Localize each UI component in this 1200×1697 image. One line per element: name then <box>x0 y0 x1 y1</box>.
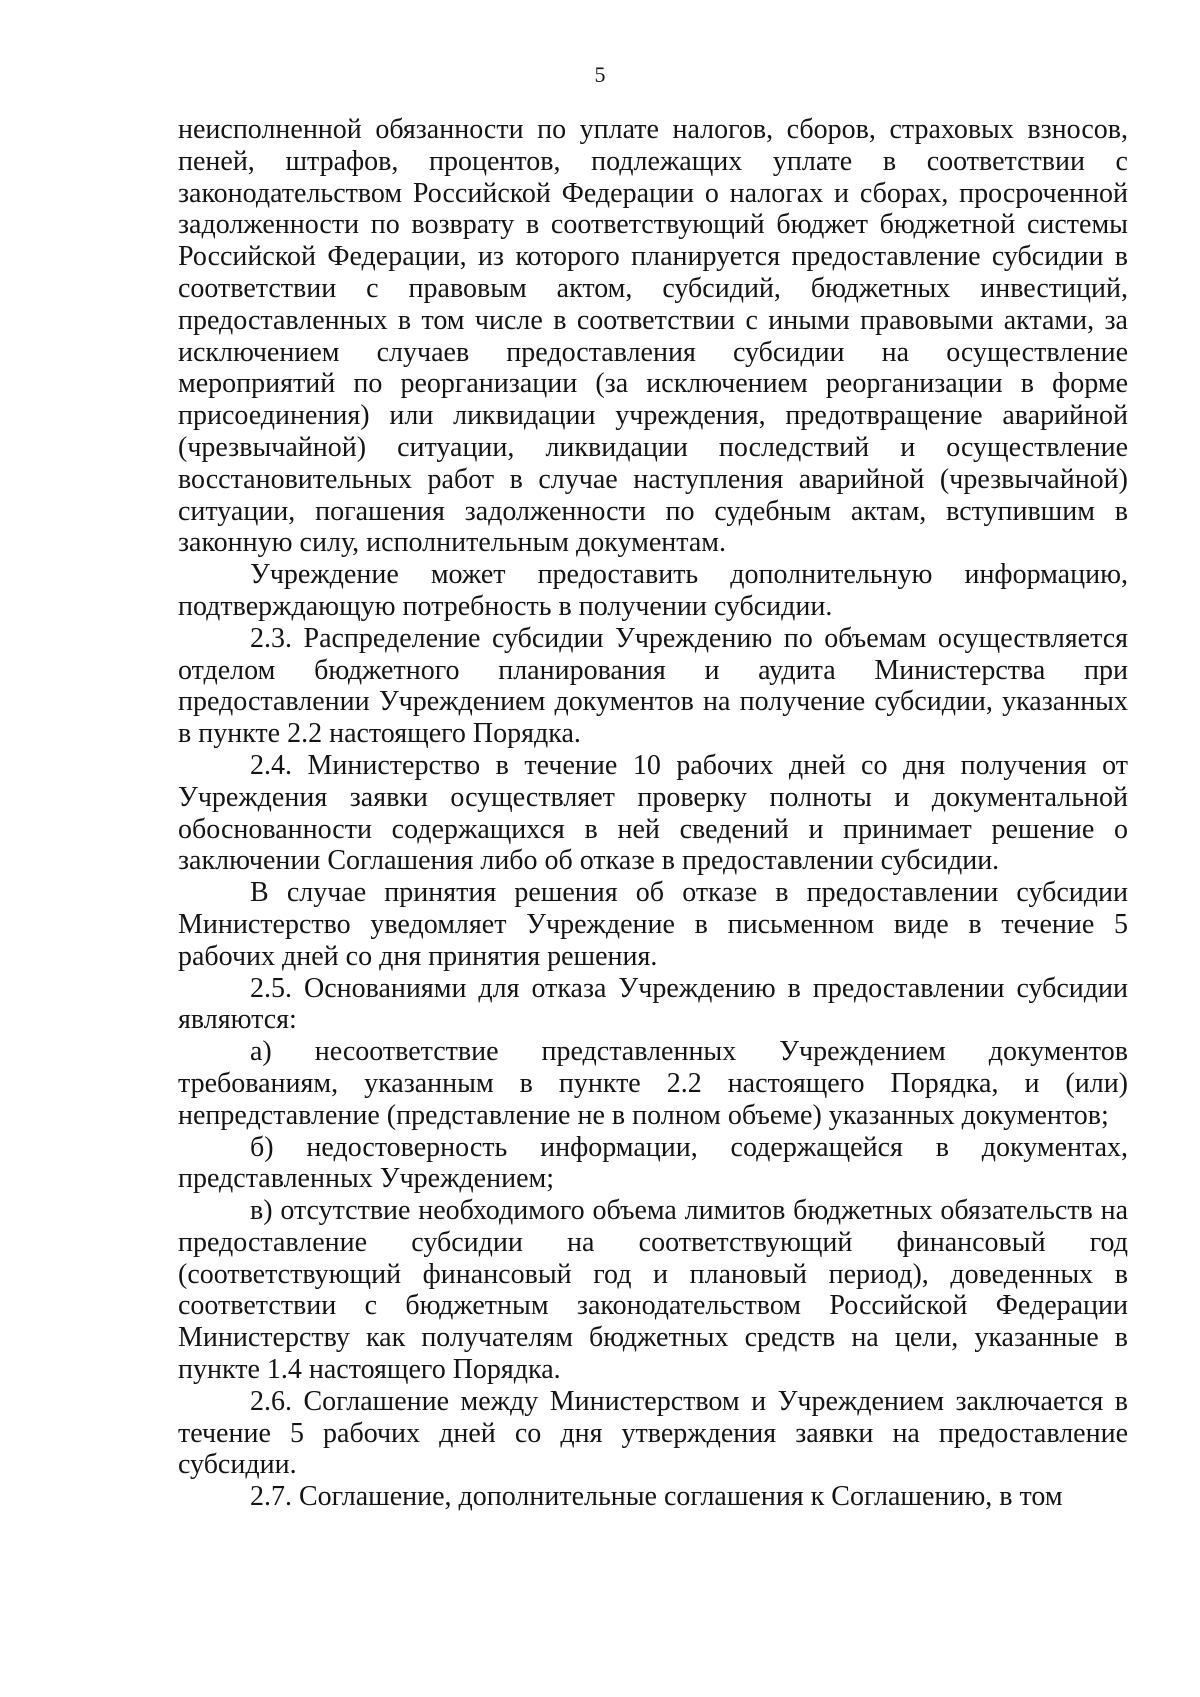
list-item-b: б) недостоверность информации, содержащейся в документах, представленных Учреждением; <box>178 1131 1128 1195</box>
list-item-a: а) несоответствие представленных Учреждением документов требованиям, указанным в пункте 2.2 настоящего Порядка, и (или) непредставление (представление не в полном объеме) указанных документов; <box>178 1036 1128 1131</box>
paragraph-2-6: 2.6. Соглашение между Министерством и Учреждением заключается в течение 5 рабочих дней со дня утверждения заявки на предоставление субсидии. <box>178 1385 1128 1481</box>
document-body <box>178 114 1128 1513</box>
paragraph-2-4: 2.4. Министерство в течение 10 рабочих дней со дня получения от Учреждения заявки осуществляет проверку полноты и документальной обоснованности содержащихся в ней сведений и принимает решение о заключении Соглашения либо об отказе в предоставлении субсидии. <box>178 749 1128 877</box>
list-item-v: в) отсутствие необходимого объема лимитов бюджетных обязательств на предоставление субсидии на соответствующий финансовый год (соответствующий финансовый год и плановый период), доведенных в соответствии с бюджетным законодательством Российской Федерации Министерству как получателям бюджетных средств на цели, указанные в пункте 1.4 настоящего Порядка. <box>178 1195 1128 1386</box>
paragraph-continuation: неисполненной обязанности по уплате налогов, сборов, страховых взносов, пеней, штрафов, процентов, подлежащих уплате в соответствии с законодательством Российской Федерации о налогах и сборах, просроченной задолженности по возврату в соответствующий бюджет бюджетной системы Российской Федерации, из которого планируется предоставление субсидии в соответствии с правовым актом, субсидий, бюджетных инвестиций, предоставленных в том числе в соответствии с иными правовыми актами, за исключением случаев предоставления субсидии на осуществление мероприятий по реорганизации (за исключением реорганизации в форме присоединения) или ликвидации учреждения, предотвращение аварийной (чрезвычайной) ситуации, ликвидации последствий и осуществление восстановительных работ в случае наступления аварийной (чрезвычайной) ситуации, погашения задолженности по судебным актам, вступившим в законную силу, исполнительным документам. <box>178 114 1128 559</box>
paragraph-2-5: 2.5. Основаниями для отказа Учреждению в предоставлении субсидии являются: <box>178 972 1128 1036</box>
paragraph-additional-info: Учреждение может предоставить дополнительную информацию, подтверждающую потребность в получении субсидии. <box>178 559 1128 622</box>
page-number: 5 <box>594 62 606 87</box>
paragraph-2-3: 2.3. Распределение субсидии Учреждению по объемам осуществляется отделом бюджетного планирования и аудита Министерства при предоставлении Учреждением документов на получение субсидии, указанных в пункте 2.2 настоящего Порядка. <box>178 622 1128 750</box>
paragraph-refusal-notice: В случае принятия решения об отказе в предоставлении субсидии Министерство уведомляет Учреждение в письменном виде в течение 5 рабочих дней со дня принятия решения. <box>178 877 1128 972</box>
paragraph-2-7: 2.7. Соглашение, дополнительные соглашения к Соглашению, в том <box>250 1481 1063 1513</box>
